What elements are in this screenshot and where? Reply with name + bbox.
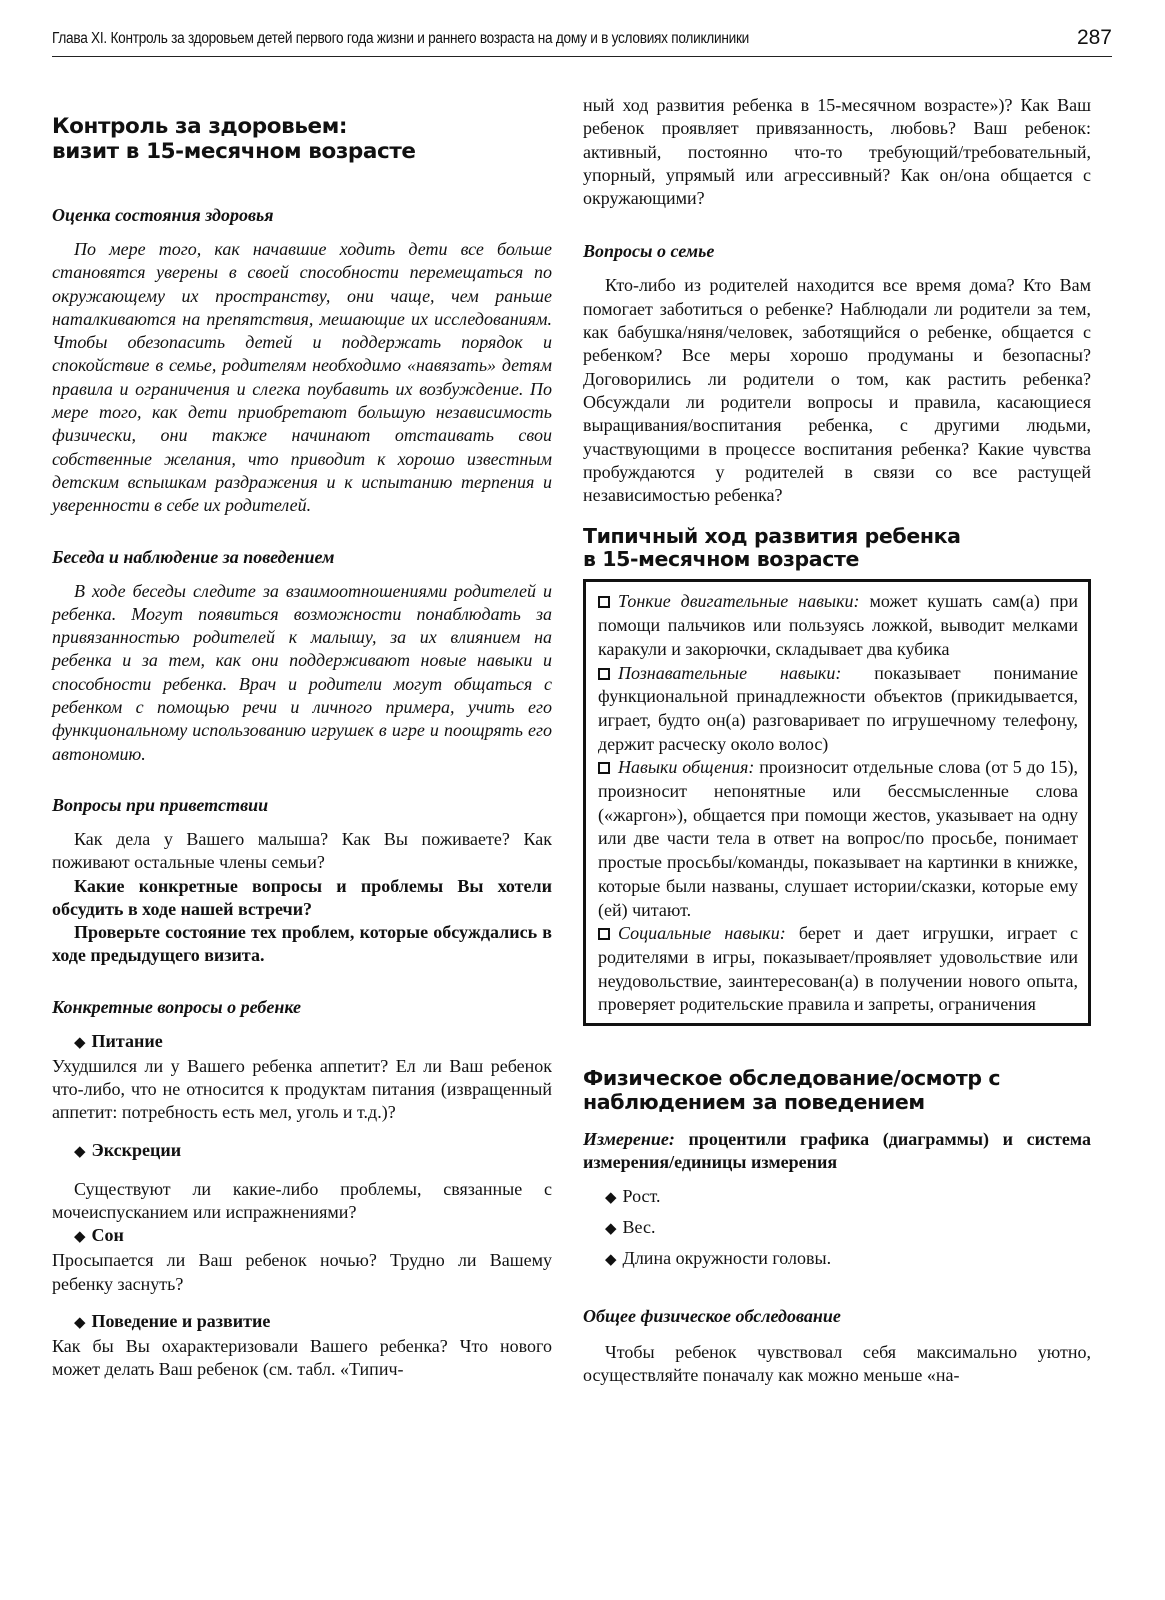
diamond-bullet-icon: ◆: [74, 1034, 86, 1051]
nutrition-heading-text: Питание: [91, 1030, 163, 1051]
left-column: [52, 92, 552, 1381]
measurement-item: [605, 1244, 1091, 1275]
typical-development-title: [583, 525, 1091, 571]
general-exam-title: Общее физическое обследование: [583, 1306, 841, 1327]
measurement-item-text: Вес.: [622, 1217, 656, 1238]
section-title-line1: Контроль за здоровьем:: [52, 114, 348, 139]
nutrition-heading: [74, 1030, 552, 1055]
nutrition-text: Ухудшился ли у Вашего ребенка аппетит? Ел ли Ваш ребенок что-либо, что не относится к продуктам питания (извращенный аппетит: потребность есть мел, уголь и т.д.)?: [52, 1055, 552, 1123]
family-questions-text: Кто-либо из родителей находится все время дома? Кто Вам помогает заботиться о ребенке? Наблюдали ли родители за тем, как бабушка/няня/человек, заботящийся о ребенке, общается с ребенком? Все меры хорошо продуманы и безопасны? Договорились ли родители о том, как растить ребенка? Обсуждали ли родители вопросы и правила, касающиеся выращивания/воспитания ребенка, с другими людьми, участвующими в процессе воспитания ребенка? Какие чувства пробуждаются у родителей в связи со все растущей независимостью ребенка?: [583, 275, 1091, 506]
typical-development-title-line1: Типичный ход развития ребенка: [583, 524, 961, 549]
measurement-item-text: Длина окружности головы.: [622, 1248, 832, 1269]
section-title: [52, 114, 552, 164]
development-item-text: берет и дает игрушки, играет с родителями в игры, показывает/проявляет удовольствие или неудовольствие, заинтересован(а) в получении нового опыта, проверяет родительские правила и запреты, ограничения: [598, 923, 1078, 1015]
development-item-label: Социальные навыки:: [618, 923, 786, 944]
development-item-text: показывает понимание функциональной принадлежности объектов (прикидывается, играет, будто он(а) разговаривает по игрушечному телефону, держит расческу около волос): [598, 662, 1078, 754]
checkbox-icon: [598, 668, 610, 680]
running-header: [52, 26, 1112, 57]
page-number: 287: [1076, 26, 1112, 49]
measurement-item-text: Рост.: [622, 1186, 661, 1207]
greeting-bold-question-1: Какие конкретные вопросы и проблемы Вы хотели обсудить в ходе нашей встречи?: [52, 875, 552, 919]
excretion-text: Существуют ли какие-либо проблемы, связанные с мочеиспусканием или испражнениями?: [52, 1178, 552, 1222]
physical-exam-title-line2: наблюдением за поведением: [583, 1090, 925, 1115]
development-item-label: Тонкие двигательные навыки:: [618, 591, 860, 612]
continuation-text: ный ход развития ребенка в 15-месячном возрасте»)? Как Ваш ребенок проявляет привязанность, любовь? Ваш ребенок: активный, постоянно что-то требующий/требовательный, упорный, упрямый или агрессивный? Как он/она общается с окружающими?: [583, 95, 1091, 209]
behavior-text: Как бы Вы охарактеризовали Вашего ребенка? Что нового может делать Ваш ребенок (см. табл. «Типич-: [52, 1335, 552, 1380]
typical-development-title-line2: в 15-месячном возрасте: [583, 547, 859, 572]
development-item-text: может кушать сам(а) при помощи пальчиков или пользуясь ложкой, выводит мелками каракули и закорючки, складывает два кубика: [598, 591, 1078, 659]
sleep-heading-text: Сон: [91, 1225, 124, 1246]
excretion-heading-text: Экскреции: [91, 1139, 182, 1160]
measurement-line: [583, 1128, 1091, 1174]
greeting-questions-title: Вопросы при приветствии: [52, 794, 269, 815]
checkbox-icon: [598, 928, 610, 940]
greeting-questions-text: Как дела у Вашего малыша? Как Вы поживаете? Как поживают остальные члены семьи?: [52, 828, 552, 873]
section-title-line2: визит в 15-месячном возрасте: [52, 139, 416, 164]
development-item-label: Навыки общения:: [618, 757, 755, 778]
diamond-bullet-icon: ◆: [74, 1229, 86, 1246]
family-questions-title: Вопросы о семье: [583, 241, 715, 262]
development-item: [598, 756, 1078, 922]
conversation-title: Беседа и наблюдение за поведением: [52, 546, 335, 567]
physical-exam-title-line1: Физическое обследование/осмотр с: [583, 1066, 1001, 1091]
sleep-heading: [74, 1224, 552, 1249]
running-title: Глава XI. Контроль за здоровьем детей первого года жизни и раннего возраста на дому и в условиях поликлиники: [52, 30, 750, 47]
health-assessment-text: По мере того, как начавшие ходить дети все больше становятся уверены в своей способности перемещаться по окружающему их пространству, они чаще, чем раньше наталкиваются на препятствия, мешающие их исследованиям. Чтобы обезопасить детей и поддержать порядок и спокойствие в семье, родителям необходимо «навязать» детям правила и ограничения и слегка поубавить их возбуждение. По мере того, как дети приобретают большую независимость физически, они также начинают отстаивать свои собственные желания, что приводит к хорошо известным детским вспышкам раздражения и к испытанию терпения и уверенности в себе их родителей.: [52, 239, 552, 516]
specific-questions-title: Конкретные вопросы о ребенке: [52, 996, 301, 1017]
diamond-bullet-icon: ◆: [74, 1143, 86, 1160]
excretion-heading: [74, 1139, 552, 1164]
development-milestones-box: [583, 579, 1091, 1026]
diamond-bullet-icon: ◆: [605, 1190, 617, 1207]
general-exam-text: Чтобы ребенок чувствовал себя максимально уютно, осуществляйте поначалу как можно меньше «на-: [583, 1342, 1091, 1386]
physical-exam-title: [583, 1066, 1091, 1114]
behavior-heading: [74, 1310, 552, 1335]
sleep-text: Просыпается ли Ваш ребенок ночью? Трудно ли Вашему ребенку заснуть?: [52, 1250, 552, 1294]
measurement-list: [583, 1182, 1091, 1275]
diamond-bullet-icon: ◆: [605, 1221, 617, 1238]
greeting-bold-question-2: Проверьте состояние тех проблем, которые обсуждались в ходе предыдущего визита.: [52, 922, 552, 966]
measurement-label: Измерение:: [583, 1129, 675, 1150]
development-item: [598, 662, 1078, 757]
right-column: [583, 92, 1091, 1388]
checkbox-icon: [598, 762, 610, 774]
conversation-text: В ходе беседы следите за взаимоотношениями родителей и ребенка. Могут появиться возможности понаблюдать за привязанностью родителей к малышу, за их влиянием на ребенка и за тем, как они поддерживают новые навыки и способности ребенка. Врач и родители могут общаться с ребенком с помощью речи и личного примера, учить его функциональному использованию игрушек в игре и поощрять его автономию.: [52, 580, 552, 764]
development-item-text: произносит отдельные слова (от 5 до 15), произносит непонятные или бессмысленные слова («жаргон»), общается при помощи жестов, указывает на одну или две части тела в ответ на вопрос/по просьбе, понимает простые просьбы/команды, показывает на картинки в книжке, которые были названы, слушает истории/сказки, которые ему (ей) читают.: [598, 757, 1079, 920]
health-assessment-title: Оценка состояния здоровья: [52, 205, 274, 225]
development-item: [598, 922, 1078, 1017]
development-item: [598, 590, 1078, 661]
measurement-item: [605, 1182, 1091, 1213]
development-item-label: Познавательные навыки:: [618, 662, 842, 683]
diamond-bullet-icon: ◆: [74, 1314, 86, 1331]
measurement-item: [605, 1213, 1091, 1244]
checkbox-icon: [598, 596, 610, 608]
diamond-bullet-icon: ◆: [605, 1252, 617, 1269]
measurement-text: процентили графика (диаграммы) и система измерения/единицы измерения: [583, 1129, 1092, 1173]
behavior-heading-text: Поведение и развитие: [91, 1310, 271, 1331]
